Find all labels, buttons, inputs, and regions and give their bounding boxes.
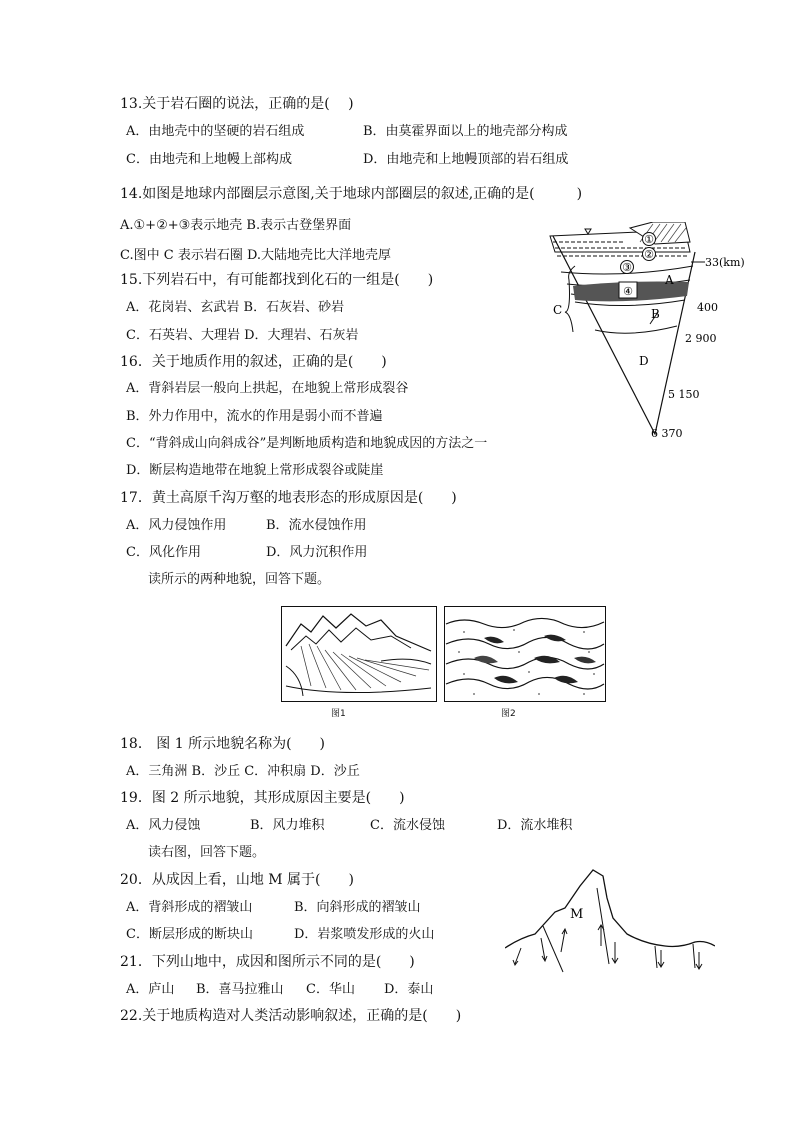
q22-stem: 22.关于地质构造对人类活动影响叙述，正确的是( ) <box>120 1008 462 1024</box>
q16-option-d: D．断层构造地带在地貌上常形成裂谷或陡崖 <box>126 463 384 478</box>
label-M: M <box>570 907 584 922</box>
q14-options-cd: C.图中 C 表示岩石圈 D.大陆地壳比大洋地壳厚 <box>120 248 392 263</box>
q15-stem: 15.下列岩石中，有可能都找到化石的一组是( ) <box>120 272 434 288</box>
q13-option-b: B．由莫霍界面以上的地壳部分构成 <box>363 124 568 139</box>
fault-block-mountain-diagram <box>505 868 715 976</box>
figure-2-caption: 图2 <box>501 709 516 719</box>
q17-option-b: B．流水侵蚀作用 <box>266 518 367 533</box>
q17-option-a: A．风力侵蚀作用 <box>126 518 227 533</box>
q21-stem: 21．下列山地中，成因和图所示不同的是( ) <box>120 954 415 970</box>
label-B: B <box>651 307 660 321</box>
q15-options-ab: A．花岗岩、玄武岩 B．石灰岩、砂岩 <box>126 300 345 315</box>
q13-stem: 13.关于岩石圈的说法，正确的是( ) <box>120 96 354 112</box>
q19-option-a: A．风力侵蚀 <box>126 818 201 833</box>
q19-stem: 19．图 2 所示地貌，其形成原因主要是( ) <box>120 790 405 806</box>
figure-2-landform <box>444 606 606 702</box>
label-D: D <box>639 354 649 368</box>
q16-option-b: B．外力作用中，流水的作用是弱小而不普遍 <box>126 409 383 424</box>
q16-option-c: C．“背斜成山向斜成谷”是判断地质构造和地貌成因的方法之一 <box>126 436 488 451</box>
depth-6370: 6 370 <box>651 427 683 440</box>
q21-option-c: C．华山 <box>306 982 355 997</box>
depth-400: 400 <box>697 301 718 314</box>
q19-option-b: B．风力堆积 <box>250 818 325 833</box>
q14-options-ab: A.①+②+③表示地壳 B.表示古登堡界面 <box>120 218 352 233</box>
label-circle-1: ① <box>644 233 654 246</box>
q18-options: A．三角洲 B．沙丘 C．冲积扇 D．沙丘 <box>126 764 360 779</box>
q21-option-a: A．庐山 <box>126 982 175 997</box>
depth-2900: 2 900 <box>685 332 717 345</box>
q21-option-b: B．喜马拉雅山 <box>196 982 284 997</box>
q19-option-d: D．流水堆积 <box>497 818 573 833</box>
q15-options-cd: C．石英岩、大理岩 D．大理岩、石灰岩 <box>126 328 359 343</box>
figure-1-landform <box>281 606 437 702</box>
q20-option-a: A．背斜形成的褶皱山 <box>126 900 253 915</box>
label-circle-3: ③ <box>622 261 632 274</box>
depth-5150: 5 150 <box>668 388 700 401</box>
q16-stem: 16．关于地质作用的叙述，正确的是( ) <box>120 354 387 370</box>
q13-option-a: A．由地壳中的坚硬的岩石组成 <box>126 124 305 139</box>
label-circle-2: ② <box>644 248 654 261</box>
q13-option-c: C．由地壳和上地幔上部构成 <box>126 152 292 167</box>
label-A: A <box>665 273 674 287</box>
depth-33km: 33(km) <box>705 256 745 269</box>
q20-option-c: C．断层形成的断块山 <box>126 927 253 942</box>
earth-interior-diagram <box>545 222 770 442</box>
label-circle-4: ④ <box>623 285 633 298</box>
q19-option-c: C．流水侵蚀 <box>370 818 445 833</box>
q17-option-d: D．风力沉积作用 <box>266 545 368 560</box>
q20-stem: 20．从成因上看，山地 M 属于( ) <box>120 872 354 888</box>
q13-option-d: D．由地壳和上地幔顶部的岩石组成 <box>363 152 569 167</box>
q20-option-d: D．岩浆喷发形成的火山 <box>294 927 435 942</box>
q14-stem: 14.如图是地球内部圈层示意图,关于地球内部圈层的叙述,正确的是( ) <box>120 186 583 202</box>
q20-option-b: B．向斜形成的褶皱山 <box>294 900 421 915</box>
q17-stem: 17．黄土高原千沟万壑的地表形态的形成原因是( ) <box>120 490 457 506</box>
q16-option-a: A．背斜岩层一般向上拱起，在地貌上常形成裂谷 <box>126 381 409 396</box>
figure-1-caption: 图1 <box>331 709 346 719</box>
label-C: C <box>553 303 563 317</box>
q17-intro: 读所示的两种地貌，回答下题。 <box>148 572 331 587</box>
q17-option-c: C．风化作用 <box>126 545 201 560</box>
q18-stem: 18． 图 1 所示地貌名称为( ) <box>120 736 325 752</box>
q19-intro: 读右图，回答下题。 <box>148 845 266 860</box>
q21-option-d: D．泰山 <box>384 982 434 997</box>
